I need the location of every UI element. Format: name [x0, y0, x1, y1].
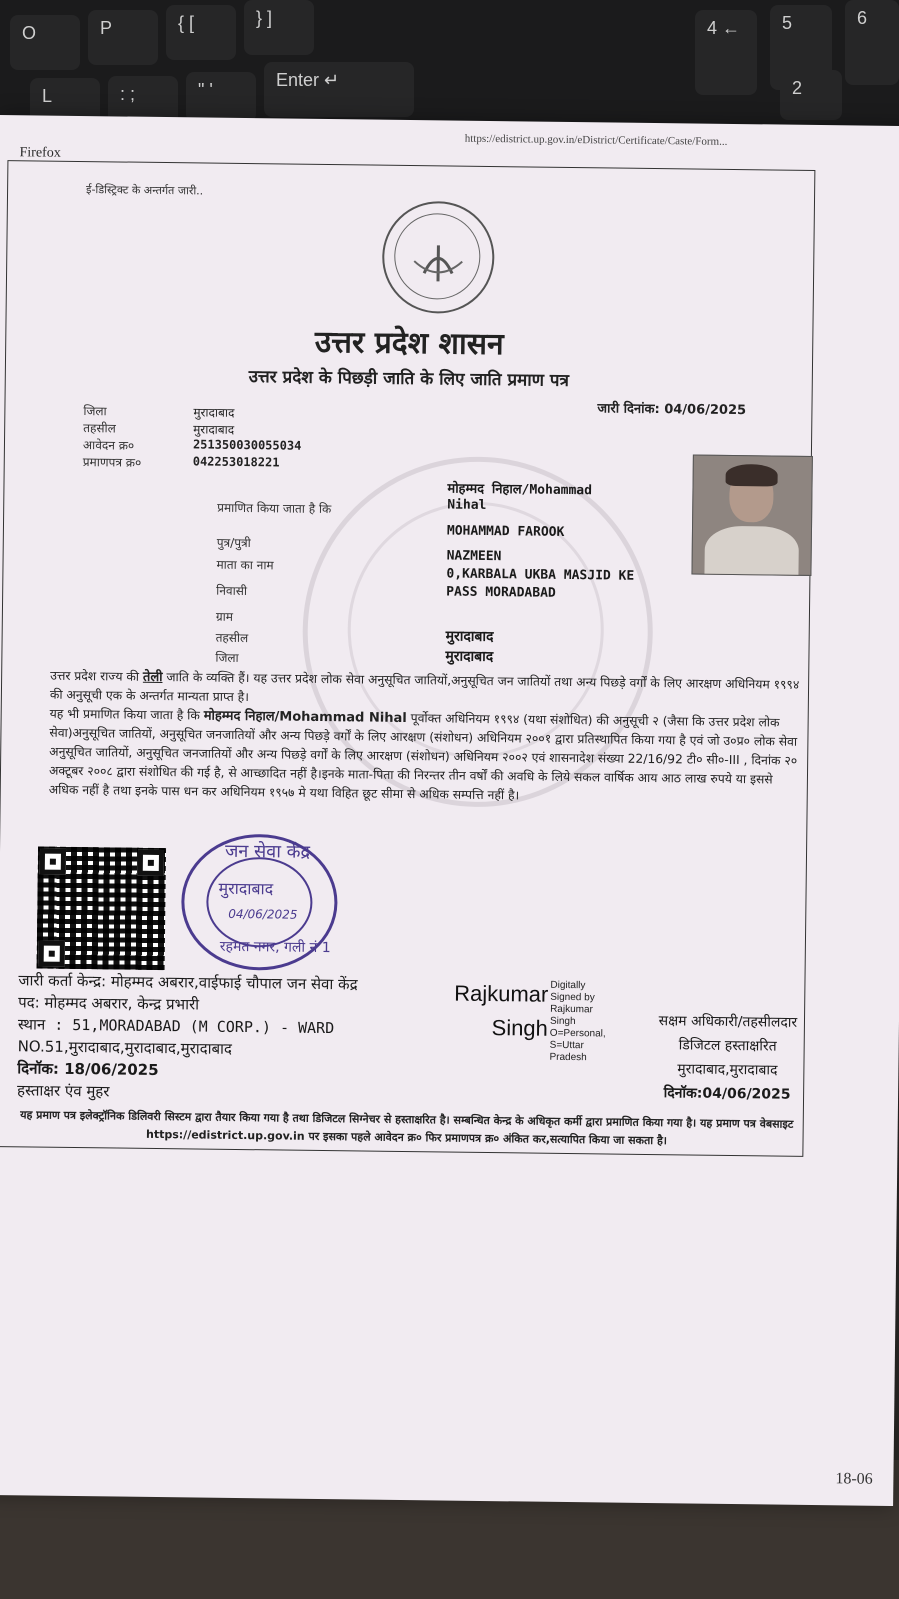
- address-line1: 0,KARBALA UKBA MASJID KE: [446, 566, 635, 584]
- qr-code: [37, 847, 166, 971]
- key-semicolon: : ;: [108, 76, 178, 126]
- applicant-photo: [691, 454, 812, 575]
- issuer-date: दिनॉक: 18/06/2025: [17, 1059, 159, 1080]
- officer-signed: डिजिटल हस्ताक्षरित: [678, 1037, 777, 1055]
- key-bracket-open: { [: [166, 5, 236, 60]
- parent-name: MOHAMMAD FAROOK: [446, 523, 565, 540]
- verification-footer: यह प्रमाण पत्र इलेक्ट्रॉनिक डिलिवरी सिस्टम द्वारा तैयार किया गया है तथा डिजिटल सिग्नेचर से हस्ताक्षरित है। सम्बन्धित केन्द्र के अधिकृत कर्मी द्वारा प्रमाणित किया गया है। यह प्रमाण पत्र वेबसाइट https://edistrict.up.gov.in पर इसका पहले आवेदन क्र० फिर प्रमाणपत्र क्र० अंकित कर,सत्यापित किया जा सकता है।: [20, 1108, 794, 1148]
- key-l: L: [30, 78, 100, 128]
- key-2: 2: [780, 70, 842, 120]
- key-p: P: [88, 10, 158, 65]
- certified-label: प्रमाणित किया जाता है कि: [217, 500, 332, 517]
- key-quote: " ': [186, 72, 256, 122]
- issuing-center: जारी कर्ता केन्द्र: मोहम्मद अबरार,वाईफाई चौपाल जन सेवा केंद्र: [18, 971, 358, 994]
- issuer-place-line1: स्थान : 51,MORADABAD (M CORP.) - WARD: [17, 1015, 335, 1038]
- officer-title: सक्षम अधिकारी/तहसीलदार: [658, 1013, 798, 1031]
- issuer-place-line2: NO.51,मुरादाबाद,मुरादाबाद,मुरादाबाद: [17, 1037, 233, 1058]
- government-title: उत्तर प्रदेश शासन: [314, 324, 504, 363]
- jan-seva-kendra-stamp: जन सेवा केंद्र मुरादाबाद 04/06/2025 रहमत नगर, गली नं 1: [181, 833, 339, 971]
- address-line2: PASS MORADABAD: [446, 584, 556, 601]
- applicant-name-inline: मोहम्मद निहाल/Mohammad Nihal: [203, 708, 407, 727]
- certificate-no-label: प्रमाणपत्र क्र०: [82, 455, 142, 470]
- issue-date: जारी दिनांक: 04/06/2025: [597, 401, 747, 419]
- mother-name: NAZMEEN: [446, 548, 502, 565]
- key-6: 6: [845, 0, 899, 85]
- caste-name: तेली: [142, 669, 163, 686]
- mother-label: माता का नाम: [216, 557, 274, 573]
- field-tehsil: मुरादाबाद: [445, 628, 494, 646]
- issuer-post: पद: मोहम्मद अबरार, केन्द्र प्रभारी: [18, 993, 200, 1014]
- meta-tehsil: मुरादाबाद: [193, 422, 235, 437]
- key-4: 4 ←: [695, 10, 757, 95]
- parent-label: पुत्र/पुत्री: [216, 535, 251, 551]
- printed-page: [0, 115, 899, 1506]
- digital-signature-name: Rajkumar Singh: [454, 980, 549, 1041]
- meta-tehsil-label: तहसील: [83, 421, 116, 436]
- village-label: ग्राम: [215, 609, 234, 624]
- applicant-name-line2: Nihal: [447, 497, 487, 513]
- issuer-sign-label: हस्ताक्षर एंव मुहर: [16, 1081, 110, 1101]
- key-o: O: [10, 15, 80, 70]
- field-tehsil-label: तहसील: [215, 630, 249, 646]
- up-govt-emblem-icon: [382, 201, 495, 314]
- issuing-center-block: [17, 969, 358, 1105]
- browser-label: Firefox: [19, 145, 61, 161]
- field-district: मुरादाबाद: [445, 648, 494, 666]
- officer-place: मुरादाबाद,मुरादाबाद: [677, 1061, 778, 1079]
- key-5: 5: [770, 5, 832, 90]
- digital-signature-details: Digitally Signed by Rajkumar Singh O=Personal, S=Uttar Pradesh: [549, 979, 606, 1064]
- field-district-label: जिला: [215, 650, 239, 665]
- caste-certificate: [0, 160, 815, 1157]
- issuing-officer-block: [637, 1009, 818, 1107]
- meta-district-label: जिला: [83, 404, 107, 419]
- print-url: https://edistrict.up.gov.in/eDistrict/Certificate/Caste/Form...: [464, 132, 728, 148]
- key-bracket-close: } ]: [244, 0, 314, 55]
- edistrict-note: ई-डिस्ट्रिक्ट के अन्तर्गत जारी..: [86, 183, 204, 198]
- application-no-label: आवेदन क्र०: [82, 438, 135, 453]
- certificate-no: 042253018221: [192, 454, 280, 470]
- key-enter: Enter ↵: [264, 62, 414, 117]
- certificate-body-text: उत्तर प्रदेश राज्य की तेली जाति के व्यक्ति हैं। यह उत्तर प्रदेश लोक सेवा अनुसूचित जातियों,अनुसूचित जन जातियों तथा अन्य पिछड़े वर्गों के लिए आरक्षण अधिनियम १९९४ की अनुसूची एक के अन्तर्गत मान्यता प्राप्त है। यह भी प्रमाणित किया जाता है कि मोहम्मद निहाल/Mohammad Nihal पूर्वोक्त अधिनियम १९९४ (यथा संशोधित) की अनुसूची २ (जैसा कि उत्तर प्रदेश लोक सेवा)अनुसूचित जातियों, अनुसूचित जनजातियों और अन्य पिछड़े वर्गों के लिए आरक्षण (संशोधन) अधिनियम २००१ द्वारा प्रतिस्थापित किया गया है एवं जो उ०प्र० लोक सेवा अनुसूचित जातियों, अनुसूचित जनजातियों और अन्य पिछड़े वर्गों के लिए आरक्षण (संशोधन) अधिनियम २००२ एवं शासनादेश संख्या 22/16/92 टी० सी०-III , दिनांक २० अक्टूबर २००८ द्वारा संशोधित की गई है, से आच्छादित नहीं है।इनके माता-पिता की निरन्तर तीन वर्षों की अवधि के लिये सकल वार्षिक आय आठ लाख रुपये या इससे अधिक नहीं है तथा इनके पास धन कर अधिनियम १९५७ मे यथा विहित छूट सीमा से अधिक सम्पत्ति नहीं है।: [48, 668, 800, 803]
- certificate-subtitle: उत्तर प्रदेश के पिछड़ी जाति के लिए जाति प्रमाण पत्र: [248, 367, 570, 391]
- application-no: 251350030055034: [192, 437, 302, 453]
- meta-district: मुरादाबाद: [193, 405, 235, 420]
- officer-date: दिनॉक:04/06/2025: [663, 1085, 791, 1103]
- applicant-name-line1: मोहम्मद निहाल/Mohammad: [447, 481, 593, 499]
- resident-label: निवासी: [216, 583, 248, 599]
- page-reference: 18-06: [835, 1470, 873, 1488]
